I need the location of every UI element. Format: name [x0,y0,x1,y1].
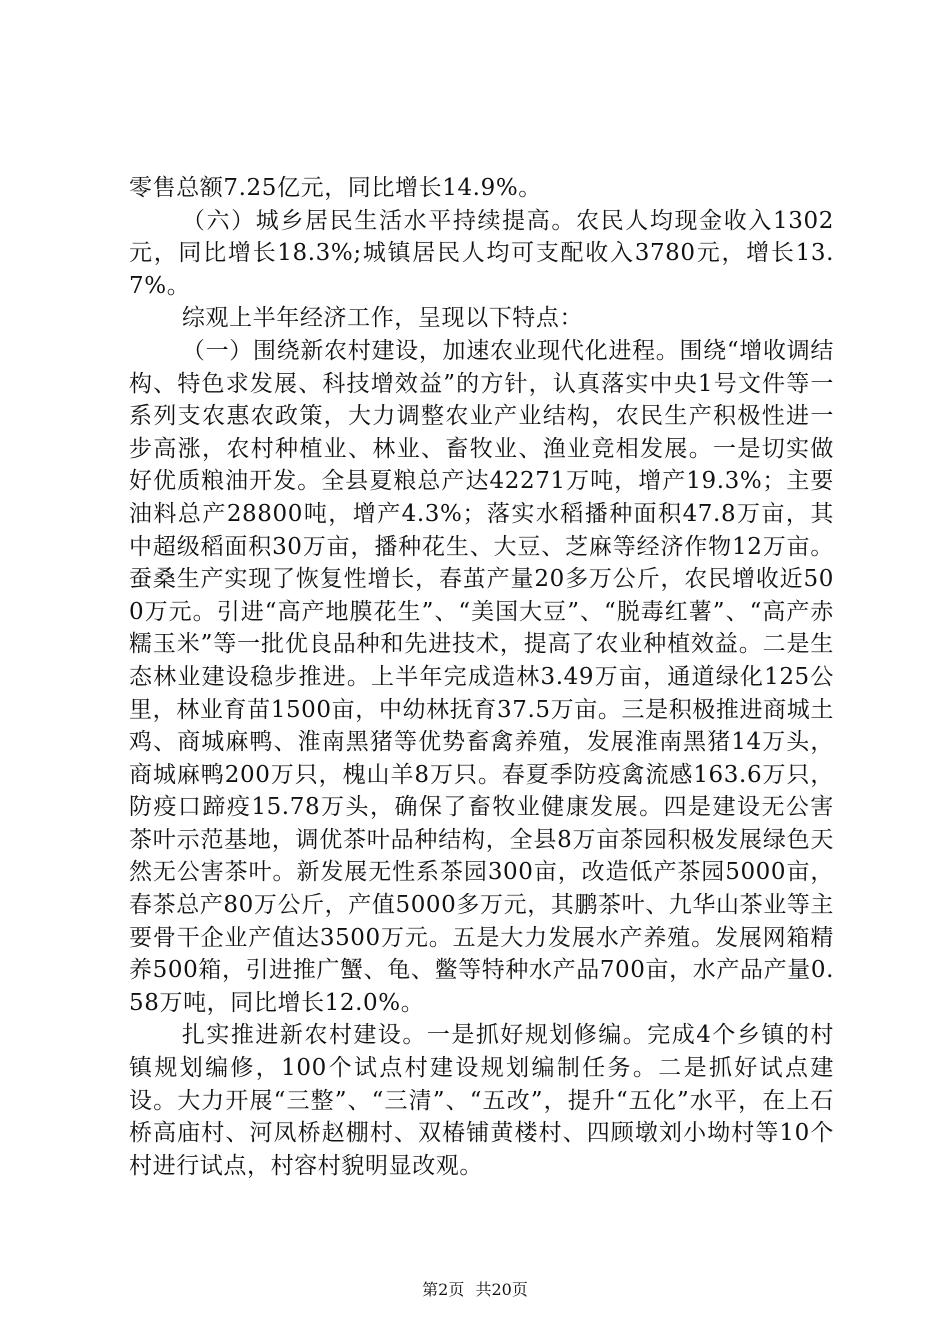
paragraph-1: 零售总额7.25亿元，同比增长14.9%。 [129,175,542,201]
paragraph-2: （六）城乡居民生活水平持续提高。农民人均现金收入1302元，同比增长18.3%;城镇居民人均可支配收入3780元，增长13.7%。 [129,207,834,299]
page-footer [0,1280,950,1300]
paragraph-5: 扎实推进新农村建设。一是抓好规划修编。完成4个乡镇的村镇规划编修，100个试点村建设规划编制任务。二是抓好试点建设。大力开展“三整”、“三清”、“五改”，提升“五化”水平，在上石桥高庙村、河凤桥赵棚村、双椿铺黄楼村、四顾墩刘小坳村等10个村进行试点，村容村貌明显改观。 [129,1022,834,1179]
page-number: 第2页 [422,1280,465,1299]
total-pages: 共20页 [475,1280,528,1299]
document-body [129,172,834,1182]
paragraph-3: 综观上半年经济工作，呈现以下特点： [181,305,584,332]
paragraph-4: （一）围绕新农村建设，加速农业现代化进程。围绕“增收调结构、特色求发展、科技增效益”的方针，认真落实中央1号文件等一系列支农惠农政策，大力调整农业产业结构，农民生产积极性进一步高涨，农村种植业、林业、畜牧业、渔业竞相发展。一是切实做好优质粮油开发。全县夏粮总产达42271万吨，增产19.3%；主要油料总产28800吨，增产4.3%；落实水稻播种面积47.8万亩，其中超级稻面积30万亩，播种花生、大豆、芝麻等经济作物12万亩。蚕桑生产实现了恢复性增长，春茧产量20多万公斤，农民增收近500万元。引进“高产地膜花生”、“美国大豆”、“脱毒红薯”、“高产赤糯玉米”等一批优良品种和先进技术，提高了农业种植效益。二是生态林业建设稳步推进。上半年完成造林3.49万亩，通道绿化125公里，林业育苗1500亩，中幼林抚育37.5万亩。三是积极推进商城土鸡、商城麻鸭、淮南黑猪等优势畜禽养殖，发展淮南黑猪14万头，商城麻鸭200万只，槐山羊8万只。春夏季防疫禽流感163.6万只，防疫口蹄疫15.78万头，确保了畜牧业健康发展。四是建设无公害茶叶示范基地，调优茶叶品种结构，全县8万亩茶园积极发展绿色天然无公害茶叶。新发展无性系茶园300亩，改造低产茶园5000亩，春茶总产80万公斤，产值5000多万元，其鹏茶叶、九华山茶业等主要骨干企业产值达3500万元。五是大力发展水产养殖。发展网箱精养500箱，引进推广蟹、龟、鳖等特种水产品700亩，水产品产量0.58万吨，同比增长12.0%。 [129,337,834,1016]
